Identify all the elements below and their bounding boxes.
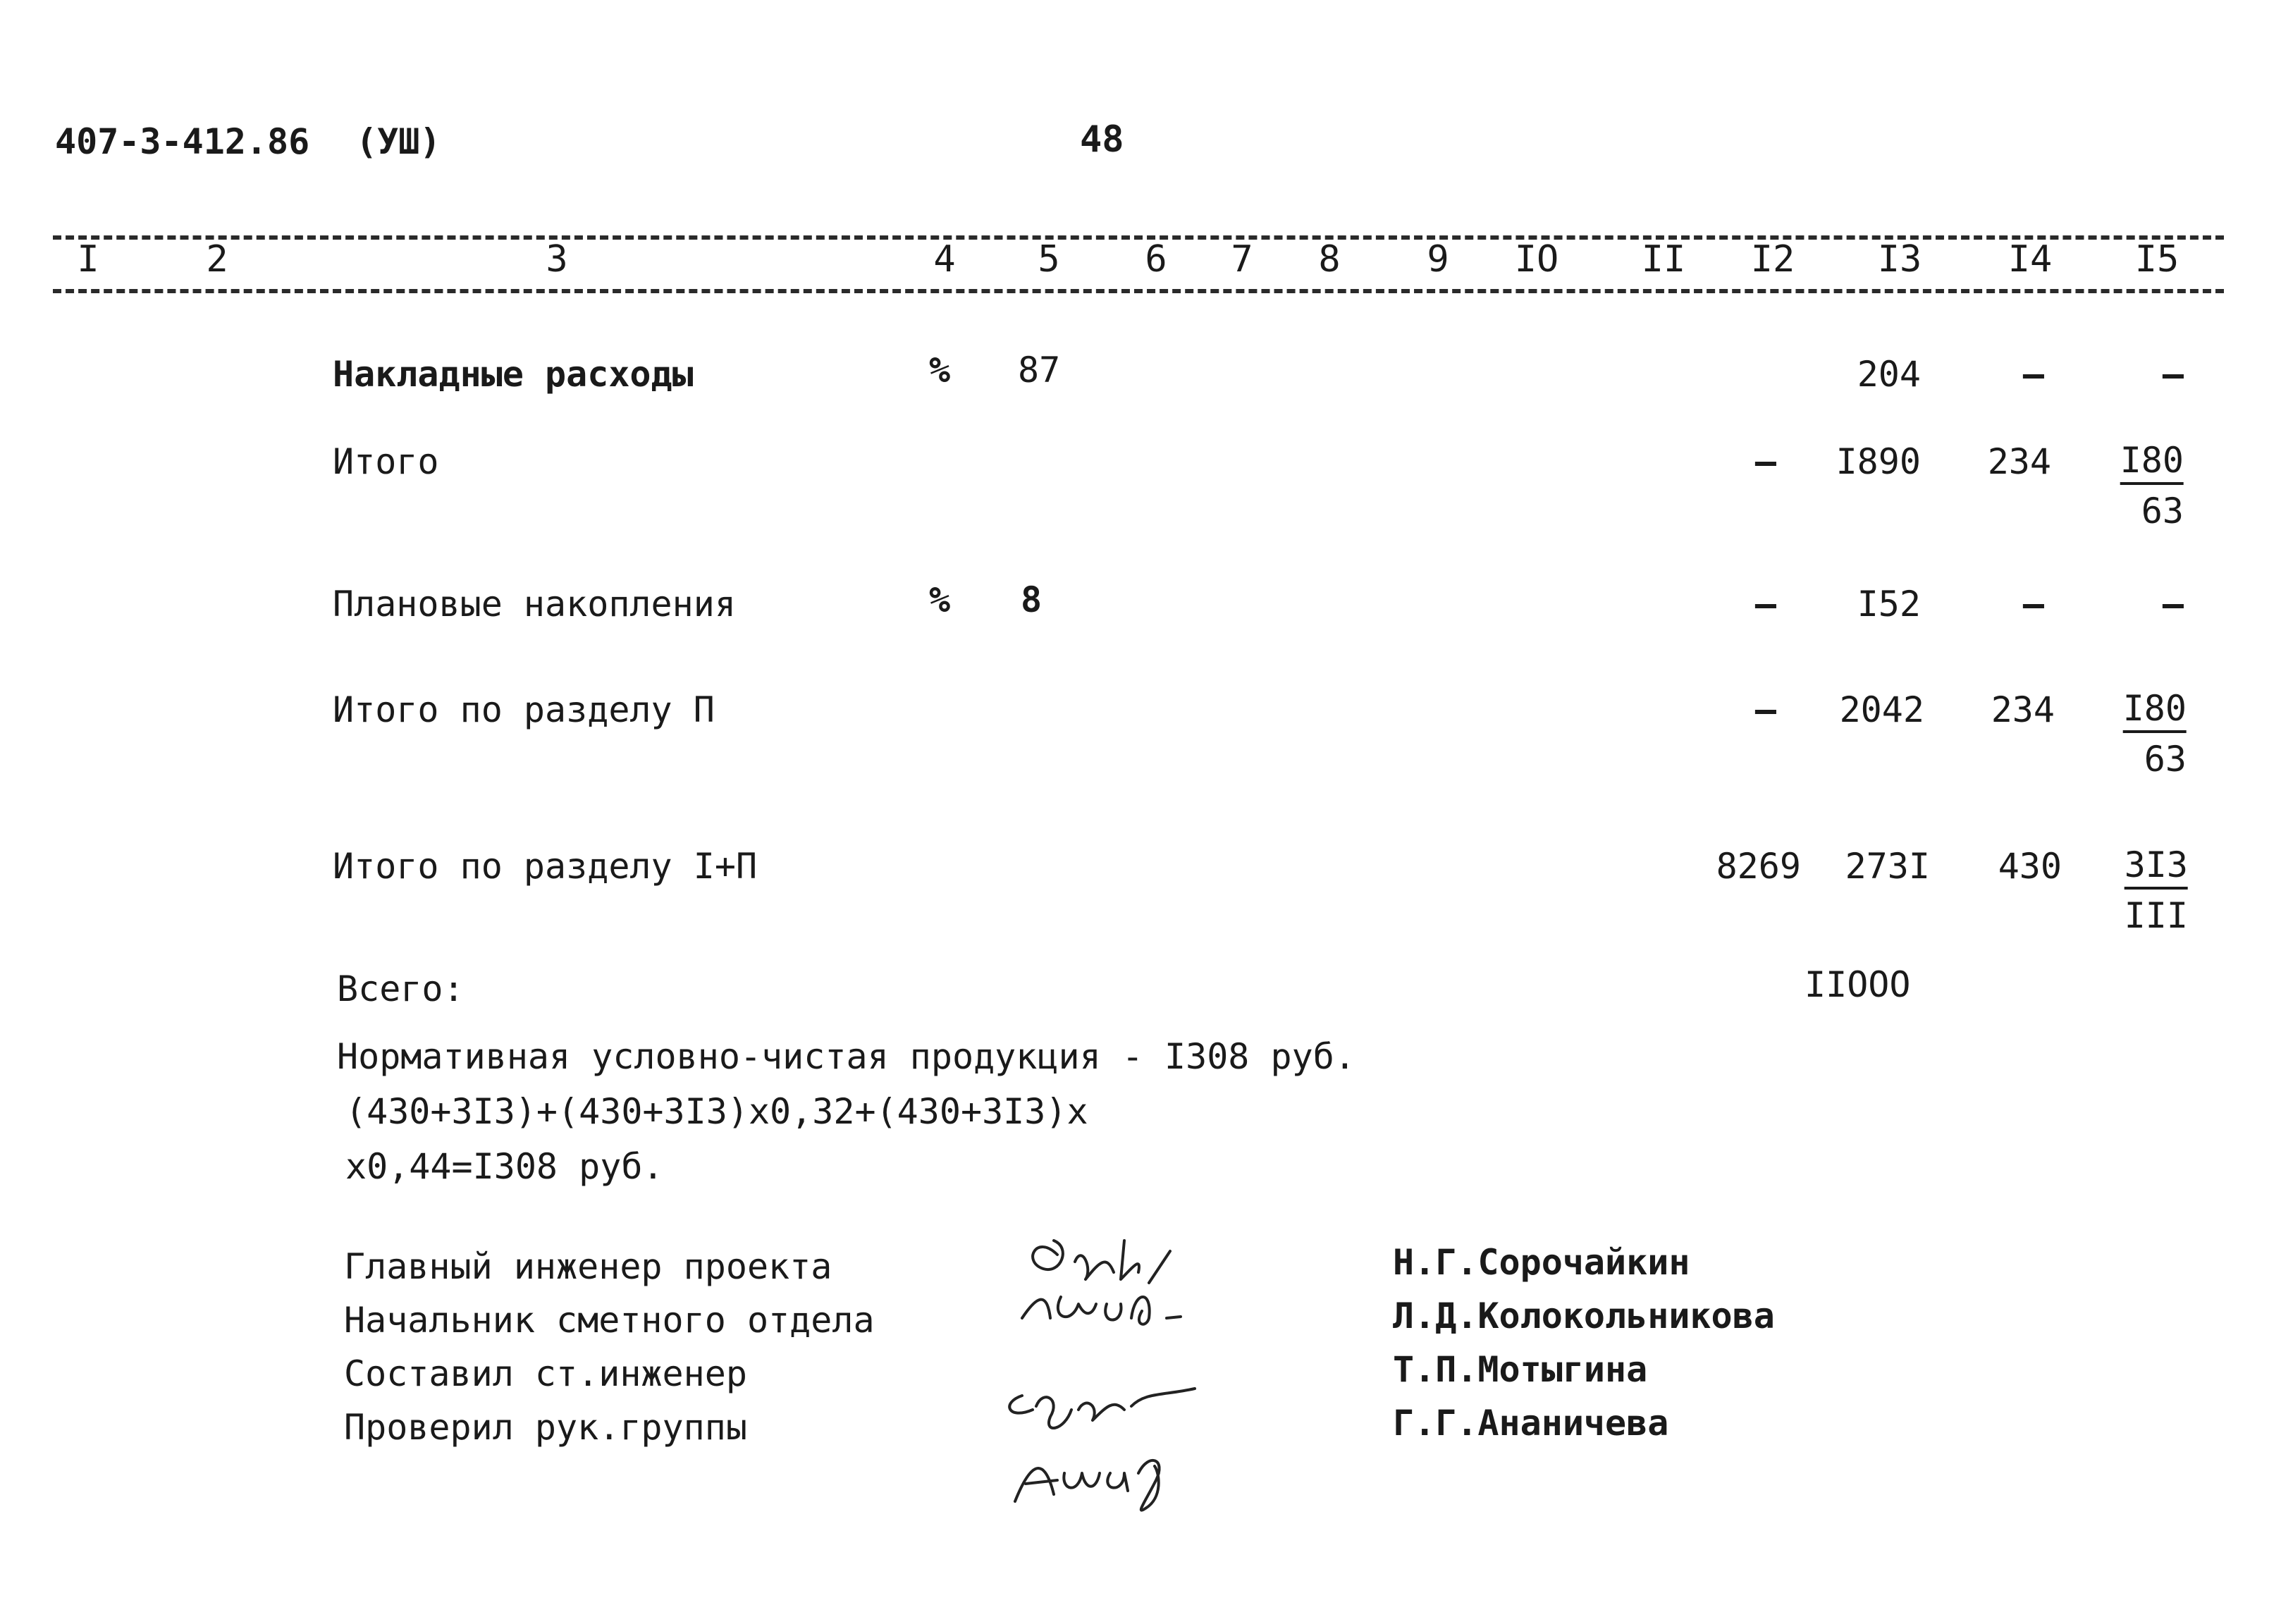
- total-label: Всего:: [337, 968, 465, 1009]
- signature-name: Г.Г.Ананичева: [1393, 1403, 1669, 1444]
- column-number: I2: [1750, 238, 1795, 281]
- col12-value: –: [1754, 441, 1776, 482]
- fraction-numerator: I80: [2123, 687, 2187, 733]
- signature-role: Главный инженер проекта: [344, 1246, 832, 1287]
- col15-value: –: [2162, 584, 2184, 625]
- col13-value: I52: [1857, 584, 1921, 625]
- column-number: I5: [2134, 238, 2179, 281]
- rate-cell: 8: [1021, 579, 1043, 620]
- column-number: 8: [1318, 238, 1341, 281]
- signature-role: Составил ст.инженер: [344, 1353, 747, 1394]
- column-number: 3: [546, 238, 568, 281]
- col15-value: –: [2162, 354, 2184, 395]
- col13-value: I890: [1836, 441, 1921, 482]
- column-number: 9: [1427, 238, 1449, 281]
- signature-name: Н.Г.Сорочайкин: [1393, 1242, 1690, 1283]
- col13-value: 204: [1857, 354, 1921, 395]
- col14-value: –: [2022, 354, 2044, 395]
- fraction-numerator: 3I3: [2125, 843, 2188, 890]
- document-code: 407-3-412.86: [55, 121, 310, 162]
- column-number: I3: [1877, 238, 1922, 281]
- column-number: 6: [1145, 238, 1167, 281]
- column-number: 5: [1038, 238, 1060, 281]
- handwritten-signature: [1008, 1212, 1241, 1339]
- col14-value: 234: [1987, 441, 2051, 482]
- fraction-denominator: III: [2124, 895, 2188, 936]
- column-number: I4: [2008, 238, 2053, 281]
- note-line-2: (430+3I3)+(430+3I3)x0,32+(430+3I3)x: [345, 1091, 1088, 1132]
- note-line-3: x0,44=I308 руб.: [345, 1146, 664, 1187]
- col15-fraction: [2120, 438, 2184, 537]
- page-number: 48: [1080, 118, 1124, 161]
- fraction-denominator: 63: [2144, 739, 2187, 780]
- column-number: II: [1641, 238, 1686, 281]
- col14-value: –: [2022, 584, 2044, 625]
- handwritten-signature: [994, 1367, 1219, 1522]
- signature-role: Начальник сметного отдела: [344, 1300, 875, 1341]
- row-label: Итого по разделу I+П: [333, 846, 758, 887]
- col12-value: –: [1754, 689, 1776, 730]
- col12-value: –: [1754, 584, 1776, 625]
- col15-fraction: [2123, 687, 2187, 785]
- col14-value: 234: [1991, 689, 2055, 730]
- column-number: 7: [1231, 238, 1253, 281]
- col13-value: 273I: [1845, 846, 1930, 887]
- fraction-denominator: 63: [2141, 491, 2184, 531]
- fraction-numerator: I80: [2120, 438, 2184, 485]
- rate-cell: 87: [1018, 350, 1061, 390]
- unit-cell: %: [929, 579, 951, 620]
- col12-value: 8269: [1716, 846, 1801, 887]
- row-label: Итого: [333, 441, 439, 482]
- signature-name: Л.Д.Колокольникова: [1393, 1296, 1775, 1336]
- note-line-1: Нормативная условно-чистая продукция - I308 руб.: [337, 1036, 1355, 1077]
- unit-cell: %: [929, 350, 951, 390]
- col14-value: 430: [1998, 846, 2062, 887]
- column-number: IO: [1514, 238, 1559, 281]
- row-label: Плановые накопления: [333, 584, 736, 625]
- column-number: 2: [206, 238, 228, 281]
- signature-name: Т.П.Мотыгина: [1393, 1349, 1648, 1390]
- column-number: I: [77, 238, 99, 281]
- column-header-bottom-rule: [53, 289, 2224, 293]
- row-label: Накладные расходы: [333, 354, 694, 395]
- column-number: 4: [933, 238, 956, 281]
- signature-role: Проверил рук.группы: [344, 1407, 747, 1448]
- section-code: (УШ): [356, 121, 441, 162]
- col13-value: 2042: [1839, 689, 1924, 730]
- row-label: Итого по разделу П: [333, 689, 715, 730]
- col15-fraction: [2125, 843, 2188, 942]
- total-value: IIOOO: [1804, 964, 1911, 1005]
